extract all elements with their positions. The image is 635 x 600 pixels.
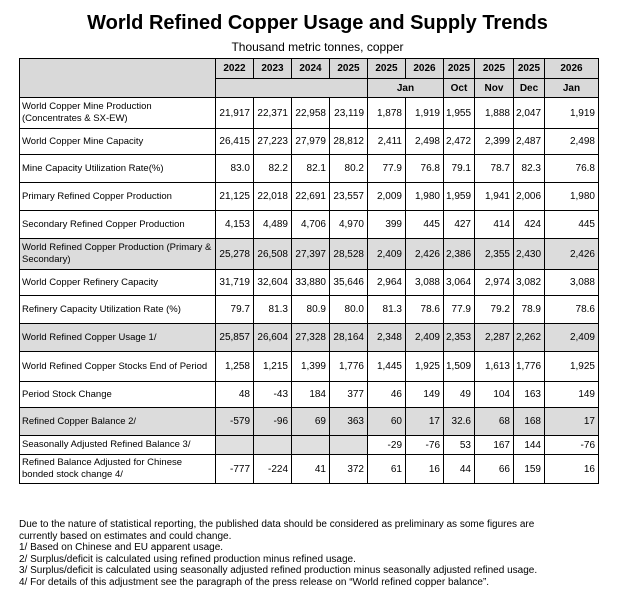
row-value: 22,691	[292, 183, 330, 211]
row-value: 2,009	[368, 183, 406, 211]
header-year: 2025	[475, 59, 514, 79]
footnote-line: 1/ Based on Chinese and EU apparent usage.	[19, 542, 224, 554]
row-value: 27,979	[292, 129, 330, 155]
row-value: 79.7	[216, 296, 254, 324]
row-value: 2,399	[475, 129, 514, 155]
row-value: 17	[545, 408, 599, 436]
row-value: 23,557	[330, 183, 368, 211]
header-year: 2025	[514, 59, 545, 79]
row-value: 82.1	[292, 155, 330, 183]
row-value: 28,164	[330, 324, 368, 352]
row-value: 1,776	[514, 352, 545, 382]
row-value: 22,371	[254, 98, 292, 129]
row-value: 1,258	[216, 352, 254, 382]
row-value: 22,958	[292, 98, 330, 129]
row-value: 1,980	[545, 183, 599, 211]
row-value: 2,411	[368, 129, 406, 155]
row-value: 78.9	[514, 296, 545, 324]
row-value: 4,153	[216, 211, 254, 239]
table-row	[20, 455, 599, 484]
row-value: -777	[216, 455, 254, 484]
table-row	[20, 98, 599, 129]
header-year: 2022	[216, 59, 254, 79]
table-row	[20, 408, 599, 436]
row-value: 22,018	[254, 183, 292, 211]
table-row	[20, 296, 599, 324]
row-value: 424	[514, 211, 545, 239]
row-value: 377	[330, 382, 368, 408]
row-value: 16	[545, 455, 599, 484]
row-value: -76	[406, 436, 444, 455]
row-value: 1,445	[368, 352, 406, 382]
row-value: 2,498	[406, 129, 444, 155]
header-year: 2023	[254, 59, 292, 79]
row-value: 3,088	[406, 270, 444, 296]
row-value: 4,970	[330, 211, 368, 239]
row-value: 26,415	[216, 129, 254, 155]
row-value: 104	[475, 382, 514, 408]
row-value: 82.2	[254, 155, 292, 183]
row-value: 46	[368, 382, 406, 408]
row-value: 25,278	[216, 239, 254, 270]
row-value: 23,119	[330, 98, 368, 129]
row-value: 80.0	[330, 296, 368, 324]
row-value: 27,397	[292, 239, 330, 270]
header-year: 2026	[545, 59, 599, 79]
header-month-jan-group: Jan	[368, 79, 444, 98]
row-value: 427	[444, 211, 475, 239]
row-value: 76.8	[406, 155, 444, 183]
row-value: 2,409	[545, 324, 599, 352]
row-value: 2,355	[475, 239, 514, 270]
row-value: 1,955	[444, 98, 475, 129]
header-month: Dec	[514, 79, 545, 98]
row-value: 3,082	[514, 270, 545, 296]
row-value	[292, 436, 330, 455]
row-value: 69	[292, 408, 330, 436]
row-value: -224	[254, 455, 292, 484]
row-value: -43	[254, 382, 292, 408]
row-value: 77.9	[368, 155, 406, 183]
row-value: 167	[475, 436, 514, 455]
row-value: 26,604	[254, 324, 292, 352]
row-value: 2,006	[514, 183, 545, 211]
row-value: 2,386	[444, 239, 475, 270]
row-value: 27,223	[254, 129, 292, 155]
header-year: 2024	[292, 59, 330, 79]
row-value: 2,426	[406, 239, 444, 270]
header-annual-blank	[216, 79, 368, 98]
row-value: 1,980	[406, 183, 444, 211]
row-value: 31,719	[216, 270, 254, 296]
row-label: Mine Capacity Utilization Rate(%)	[20, 155, 216, 183]
row-value: 2,348	[368, 324, 406, 352]
footnote-line: currently based on estimates and could change.	[19, 530, 232, 542]
table-row	[20, 270, 599, 296]
row-value: 80.9	[292, 296, 330, 324]
table-row	[20, 129, 599, 155]
row-value: 60	[368, 408, 406, 436]
header-year: 2025	[368, 59, 406, 79]
row-label: World Refined Copper Usage 1/	[20, 324, 216, 352]
row-label: World Refined Copper Production (Primary & Secondary)	[20, 239, 216, 270]
row-value: 168	[514, 408, 545, 436]
table-row	[20, 324, 599, 352]
row-value: 363	[330, 408, 368, 436]
row-label: World Copper Mine Capacity	[20, 129, 216, 155]
footnotes	[19, 519, 619, 589]
row-value: 32,604	[254, 270, 292, 296]
row-value: 2,047	[514, 98, 545, 129]
row-value: 2,974	[475, 270, 514, 296]
row-value: 1,399	[292, 352, 330, 382]
row-value: 83.0	[216, 155, 254, 183]
row-value: -96	[254, 408, 292, 436]
footnote-line: 4/ For details of this adjustment see the paragraph of the press release on “World refined copper balance”.	[19, 576, 490, 588]
table-row	[20, 382, 599, 408]
row-value: 1,613	[475, 352, 514, 382]
row-value: 32.6	[444, 408, 475, 436]
row-label: Period Stock Change	[20, 382, 216, 408]
row-value: 372	[330, 455, 368, 484]
row-value: 1,919	[545, 98, 599, 129]
row-value: 2,409	[368, 239, 406, 270]
row-label: Primary Refined Copper Production	[20, 183, 216, 211]
row-value: 21,917	[216, 98, 254, 129]
row-value: 2,472	[444, 129, 475, 155]
table-row	[20, 239, 599, 270]
row-label: World Copper Refinery Capacity	[20, 270, 216, 296]
row-value: 26,508	[254, 239, 292, 270]
table-row	[20, 155, 599, 183]
row-value: 4,489	[254, 211, 292, 239]
row-value: 3,088	[545, 270, 599, 296]
row-value: 41	[292, 455, 330, 484]
row-value: -76	[545, 436, 599, 455]
row-value: 149	[545, 382, 599, 408]
row-value: 28,528	[330, 239, 368, 270]
header-blank-cell	[20, 59, 216, 98]
row-value: 1,509	[444, 352, 475, 382]
row-value: 35,646	[330, 270, 368, 296]
table-row	[20, 436, 599, 455]
header-year: 2026	[406, 59, 444, 79]
row-value: 144	[514, 436, 545, 455]
row-value: 16	[406, 455, 444, 484]
row-value: 1,878	[368, 98, 406, 129]
row-value: 159	[514, 455, 545, 484]
row-label: Seasonally Adjusted Refined Balance 3/	[20, 436, 216, 455]
row-value: 2,430	[514, 239, 545, 270]
row-value: -579	[216, 408, 254, 436]
row-value: 1,959	[444, 183, 475, 211]
row-value: 2,287	[475, 324, 514, 352]
row-value: 1,925	[545, 352, 599, 382]
row-value: 77.9	[444, 296, 475, 324]
row-value: 28,812	[330, 129, 368, 155]
row-value: 2,426	[545, 239, 599, 270]
row-value: 80.2	[330, 155, 368, 183]
row-value: 1,888	[475, 98, 514, 129]
table-row	[20, 352, 599, 382]
row-value: 2,487	[514, 129, 545, 155]
row-value: 33,880	[292, 270, 330, 296]
table-body	[20, 98, 599, 484]
row-value: 445	[406, 211, 444, 239]
row-value: 3,064	[444, 270, 475, 296]
row-value: 79.1	[444, 155, 475, 183]
row-label: World Copper Mine Production (Concentrates & SX-EW)	[20, 98, 216, 129]
header-month: Jan	[545, 79, 599, 98]
row-value: 78.6	[545, 296, 599, 324]
row-value: 445	[545, 211, 599, 239]
row-value: 399	[368, 211, 406, 239]
row-value: 66	[475, 455, 514, 484]
row-value: 79.2	[475, 296, 514, 324]
row-value: 76.8	[545, 155, 599, 183]
row-value: 68	[475, 408, 514, 436]
row-label: Secondary Refined Copper Production	[20, 211, 216, 239]
row-value: 149	[406, 382, 444, 408]
row-value: -29	[368, 436, 406, 455]
row-value: 1,925	[406, 352, 444, 382]
row-value: 25,857	[216, 324, 254, 352]
row-value: 2,353	[444, 324, 475, 352]
row-value: 184	[292, 382, 330, 408]
row-value: 1,941	[475, 183, 514, 211]
row-value: 2,498	[545, 129, 599, 155]
footnote-line: 2/ Surplus/deficit is calculated using refined production minus refined usage.	[19, 553, 356, 565]
row-value: 78.6	[406, 296, 444, 324]
row-value	[216, 436, 254, 455]
table-row	[20, 211, 599, 239]
page-subtitle: Thousand metric tonnes, copper	[231, 40, 404, 54]
row-value: 4,706	[292, 211, 330, 239]
row-label: Refined Balance Adjusted for Chinese bonded stock change 4/	[20, 455, 216, 484]
row-value	[254, 436, 292, 455]
copper-data-table	[19, 58, 599, 484]
header-year: 2025	[444, 59, 475, 79]
page-title: World Refined Copper Usage and Supply Trends	[87, 12, 548, 34]
row-value: 2,262	[514, 324, 545, 352]
row-label: Refined Copper Balance 2/	[20, 408, 216, 436]
header-month: Oct	[444, 79, 475, 98]
row-value: 1,776	[330, 352, 368, 382]
row-label: Refinery Capacity Utilization Rate (%)	[20, 296, 216, 324]
row-value: 49	[444, 382, 475, 408]
table-row	[20, 183, 599, 211]
row-value: 414	[475, 211, 514, 239]
footnote-line: Due to the nature of statistical reporting, the published data should be considered as preliminary as some figures are	[19, 519, 535, 530]
row-value: 82.3	[514, 155, 545, 183]
row-value: 1,919	[406, 98, 444, 129]
row-value: 163	[514, 382, 545, 408]
row-value: 21,125	[216, 183, 254, 211]
row-value: 53	[444, 436, 475, 455]
footnote-line: 3/ Surplus/deficit is calculated using seasonally adjusted refined production minus seasonally adjusted refined usage.	[19, 565, 538, 577]
header-year: 2025	[330, 59, 368, 79]
header-month: Nov	[475, 79, 514, 98]
row-label: World Refined Copper Stocks End of Period	[20, 352, 216, 382]
row-value: 81.3	[368, 296, 406, 324]
row-value: 44	[444, 455, 475, 484]
row-value	[330, 436, 368, 455]
row-value: 1,215	[254, 352, 292, 382]
row-value: 81.3	[254, 296, 292, 324]
row-value: 2,964	[368, 270, 406, 296]
row-value: 78.7	[475, 155, 514, 183]
row-value: 17	[406, 408, 444, 436]
header-row-years	[20, 59, 599, 79]
row-value: 48	[216, 382, 254, 408]
row-value: 61	[368, 455, 406, 484]
row-value: 2,409	[406, 324, 444, 352]
row-value: 27,328	[292, 324, 330, 352]
